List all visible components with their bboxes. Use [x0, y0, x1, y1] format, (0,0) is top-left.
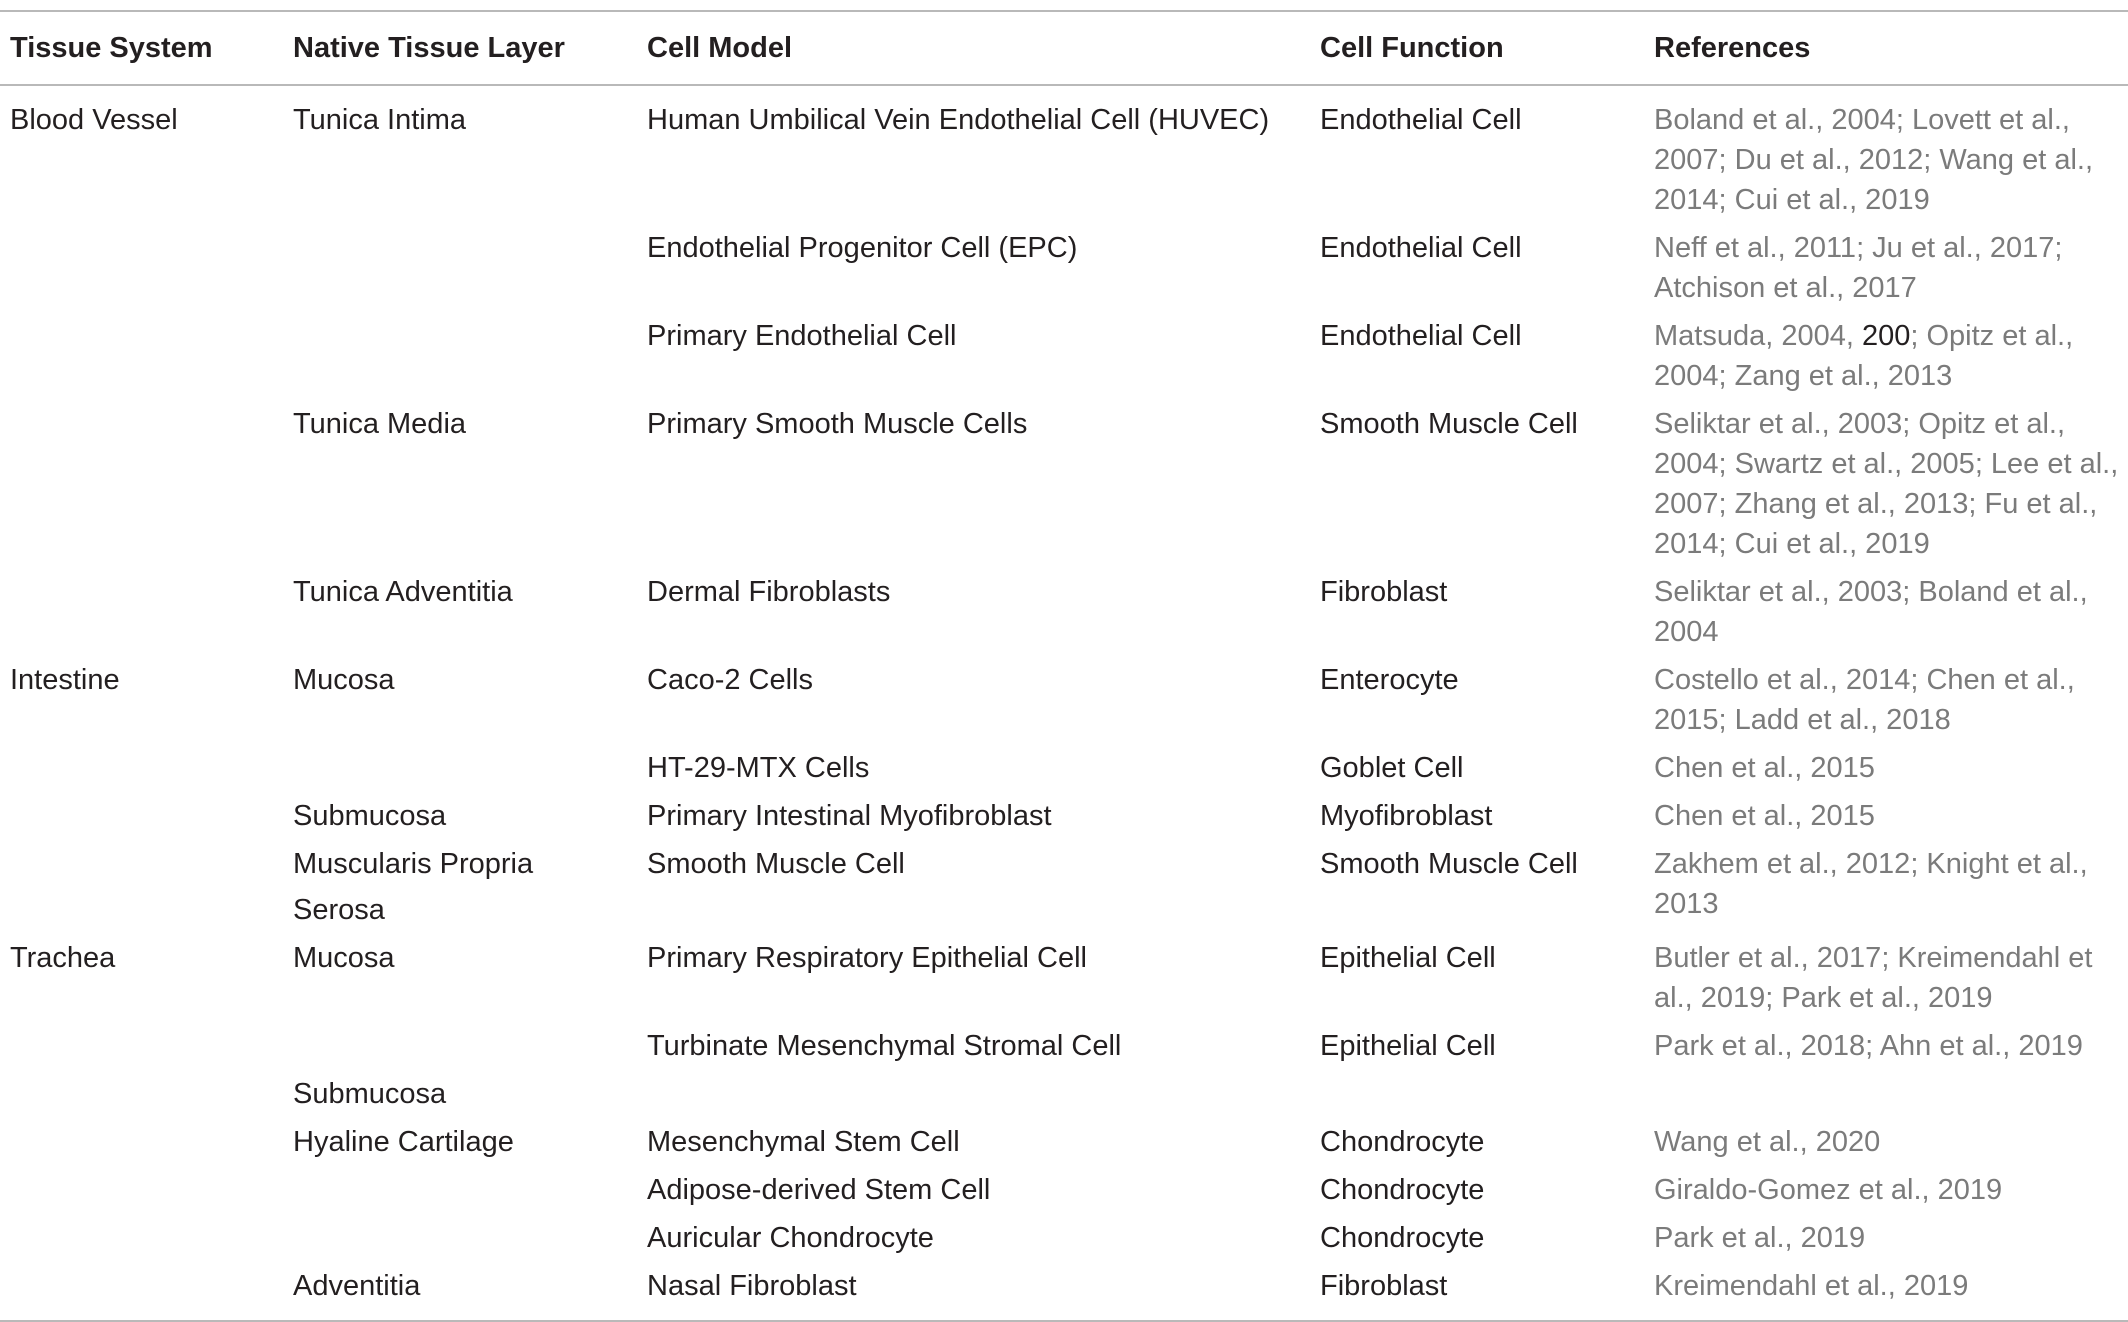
tissue-system-cell [0, 1074, 283, 1122]
tissue-layer-cell [283, 316, 637, 404]
references-cell [1644, 316, 2128, 404]
table-row [0, 316, 2128, 404]
references-cell: Seliktar et al., 2003; Opitz et al., 2004; Swartz et al., 2005; Lee et al., 2007; Zhang et al., 2013; Fu et al., 2014; Cui et al., 2019 [1654, 408, 2119, 560]
references-cell [1644, 1074, 2128, 1122]
table-row [0, 1170, 2128, 1218]
tissue-layer-cell: Hyaline Cartilage [293, 1126, 514, 1158]
references-cell: Zakhem et al., 2012; Knight et al., 2013 [1654, 848, 2088, 920]
tissue-system-cell [0, 1218, 283, 1266]
cell-model-cell: Adipose-derived Stem Cell [647, 1174, 991, 1206]
cell-model-cell: Caco-2 Cells [647, 664, 813, 696]
table-row [0, 796, 2128, 844]
table-body [0, 85, 2128, 1321]
cell-model-cell: Primary Endothelial Cell [647, 320, 957, 352]
references-cell: Chen et al., 2015 [1654, 752, 1875, 784]
tissue-layer-cell: Submucosa [293, 1078, 447, 1110]
cell-function-cell: Enterocyte [1320, 664, 1459, 696]
tissue-system-cell [0, 316, 283, 404]
references-cell: Boland et al., 2004; Lovett et al., 2007; Du et al., 2012; Wang et al., 2014; Cui et al., 2019 [1654, 104, 2094, 216]
cell-model-cell: Auricular Chondrocyte [647, 1222, 934, 1254]
references-text-highlight: 200 [1861, 320, 1911, 352]
cell-model-cell: Mesenchymal Stem Cell [647, 1126, 960, 1158]
table-row [0, 228, 2128, 316]
cell-model-table [0, 10, 2128, 1322]
tissue-layer-cell: Tunica Media [293, 408, 467, 440]
tissue-layer-cell: Tunica Adventitia [293, 576, 513, 608]
tissue-layer-cell [283, 1026, 637, 1074]
table-row [0, 572, 2128, 660]
references-cell: Giraldo-Gomez et al., 2019 [1654, 1174, 2003, 1206]
cell-model-cell: Nasal Fibroblast [647, 1270, 857, 1302]
cell-model-cell [637, 1074, 1310, 1122]
cell-function-cell: Smooth Muscle Cell [1320, 848, 1578, 880]
cell-function-cell: Myofibroblast [1320, 800, 1493, 832]
tissue-system-cell [0, 572, 283, 660]
tissue-layer-cell [283, 748, 637, 796]
table-row [0, 85, 2128, 228]
header-cell-function: Cell Function [1320, 31, 1504, 64]
table-row [0, 1074, 2128, 1122]
table-row [0, 1026, 2128, 1074]
tissue-layer-line: Muscularis Propria [293, 848, 534, 880]
cell-function-cell [1310, 1074, 1644, 1122]
tissue-system-cell [0, 748, 283, 796]
table-row [0, 748, 2128, 796]
cell-model-cell: Endothelial Progenitor Cell (EPC) [647, 232, 1078, 264]
table-row [0, 938, 2128, 1026]
cell-function-cell: Goblet Cell [1320, 752, 1464, 784]
table-row [0, 1218, 2128, 1266]
tissue-system-cell [0, 1026, 283, 1074]
cell-model-cell: Primary Intestinal Myofibroblast [647, 800, 1052, 832]
cell-function-cell: Fibroblast [1320, 1270, 1448, 1302]
cell-model-cell: Human Umbilical Vein Endothelial Cell (HUVEC) [647, 104, 1270, 136]
tissue-system-cell [0, 1122, 283, 1170]
tissue-layer-cell [283, 1218, 637, 1266]
cell-function-cell: Fibroblast [1320, 576, 1448, 608]
cell-function-cell: Endothelial Cell [1320, 232, 1522, 264]
cell-function-cell: Chondrocyte [1320, 1222, 1485, 1254]
tissue-layer-cell: Mucosa [293, 664, 395, 696]
tissue-system-cell: Trachea [10, 942, 116, 974]
references-cell: Seliktar et al., 2003; Boland et al., 2004 [1654, 576, 2088, 648]
references-cell: Kreimendahl et al., 2019 [1654, 1270, 1969, 1302]
references-text: Matsuda, 2004, [1654, 320, 1862, 352]
cell-function-cell: Endothelial Cell [1320, 104, 1522, 136]
tissue-system-cell [0, 404, 283, 572]
tissue-system-cell [0, 844, 283, 938]
references-cell: Park et al., 2019 [1654, 1222, 1866, 1254]
tissue-system-cell [0, 1266, 283, 1321]
tissue-layer-cell: Adventitia [293, 1270, 421, 1302]
tissue-layer-cell: Submucosa [293, 800, 447, 832]
cell-function-cell: Endothelial Cell [1320, 320, 1522, 352]
header-cell-model: Cell Model [647, 31, 793, 64]
cell-model-cell: Dermal Fibroblasts [647, 576, 891, 608]
references-cell: Chen et al., 2015 [1654, 800, 1875, 832]
table-row [0, 1266, 2128, 1321]
cell-model-cell: Turbinate Mesenchymal Stromal Cell [647, 1030, 1122, 1062]
table-container [0, 10, 2128, 1322]
cell-function-cell: Chondrocyte [1320, 1126, 1485, 1158]
tissue-layer-line: Serosa [293, 894, 385, 926]
table-row [0, 404, 2128, 572]
table-row [0, 844, 2128, 938]
header-row [0, 11, 2128, 85]
cell-model-cell: Smooth Muscle Cell [647, 848, 905, 880]
cell-model-cell: HT-29-MTX Cells [647, 752, 870, 784]
tissue-system-cell: Blood Vessel [10, 104, 178, 136]
cell-function-cell: Epithelial Cell [1320, 942, 1496, 974]
references-cell: Costello et al., 2014; Chen et al., 2015; Ladd et al., 2018 [1654, 664, 2075, 736]
table-row [0, 1122, 2128, 1170]
tissue-system-cell: Intestine [10, 664, 120, 696]
header-native-tissue-layer: Native Tissue Layer [293, 31, 565, 64]
cell-model-cell: Primary Smooth Muscle Cells [647, 408, 1028, 440]
references-text: ; Opitz et al., 2004; Zang et al., 2013 [1654, 320, 2074, 392]
tissue-system-cell [0, 228, 283, 316]
tissue-layer-cell [283, 844, 637, 938]
references-cell: Neff et al., 2011; Ju et al., 2017; Atchison et al., 2017 [1654, 232, 2063, 304]
header-references: References [1654, 31, 1811, 64]
tissue-layer-cell [283, 228, 637, 316]
references-cell: Wang et al., 2020 [1654, 1126, 1881, 1158]
table-header [0, 11, 2128, 85]
references-cell: Park et al., 2018; Ahn et al., 2019 [1654, 1030, 2083, 1062]
cell-function-cell: Chondrocyte [1320, 1174, 1485, 1206]
cell-model-cell: Primary Respiratory Epithelial Cell [647, 942, 1087, 974]
table-row [0, 660, 2128, 748]
header-tissue-system: Tissue System [10, 31, 213, 64]
tissue-layer-cell [283, 1170, 637, 1218]
cell-function-cell: Smooth Muscle Cell [1320, 408, 1578, 440]
tissue-layer-cell: Tunica Intima [293, 104, 466, 136]
tissue-layer-cell: Mucosa [293, 942, 395, 974]
references-cell: Butler et al., 2017; Kreimendahl et al., 2019; Park et al., 2019 [1654, 942, 2093, 1014]
cell-function-cell: Epithelial Cell [1320, 1030, 1496, 1062]
tissue-system-cell [0, 796, 283, 844]
tissue-system-cell [0, 1170, 283, 1218]
